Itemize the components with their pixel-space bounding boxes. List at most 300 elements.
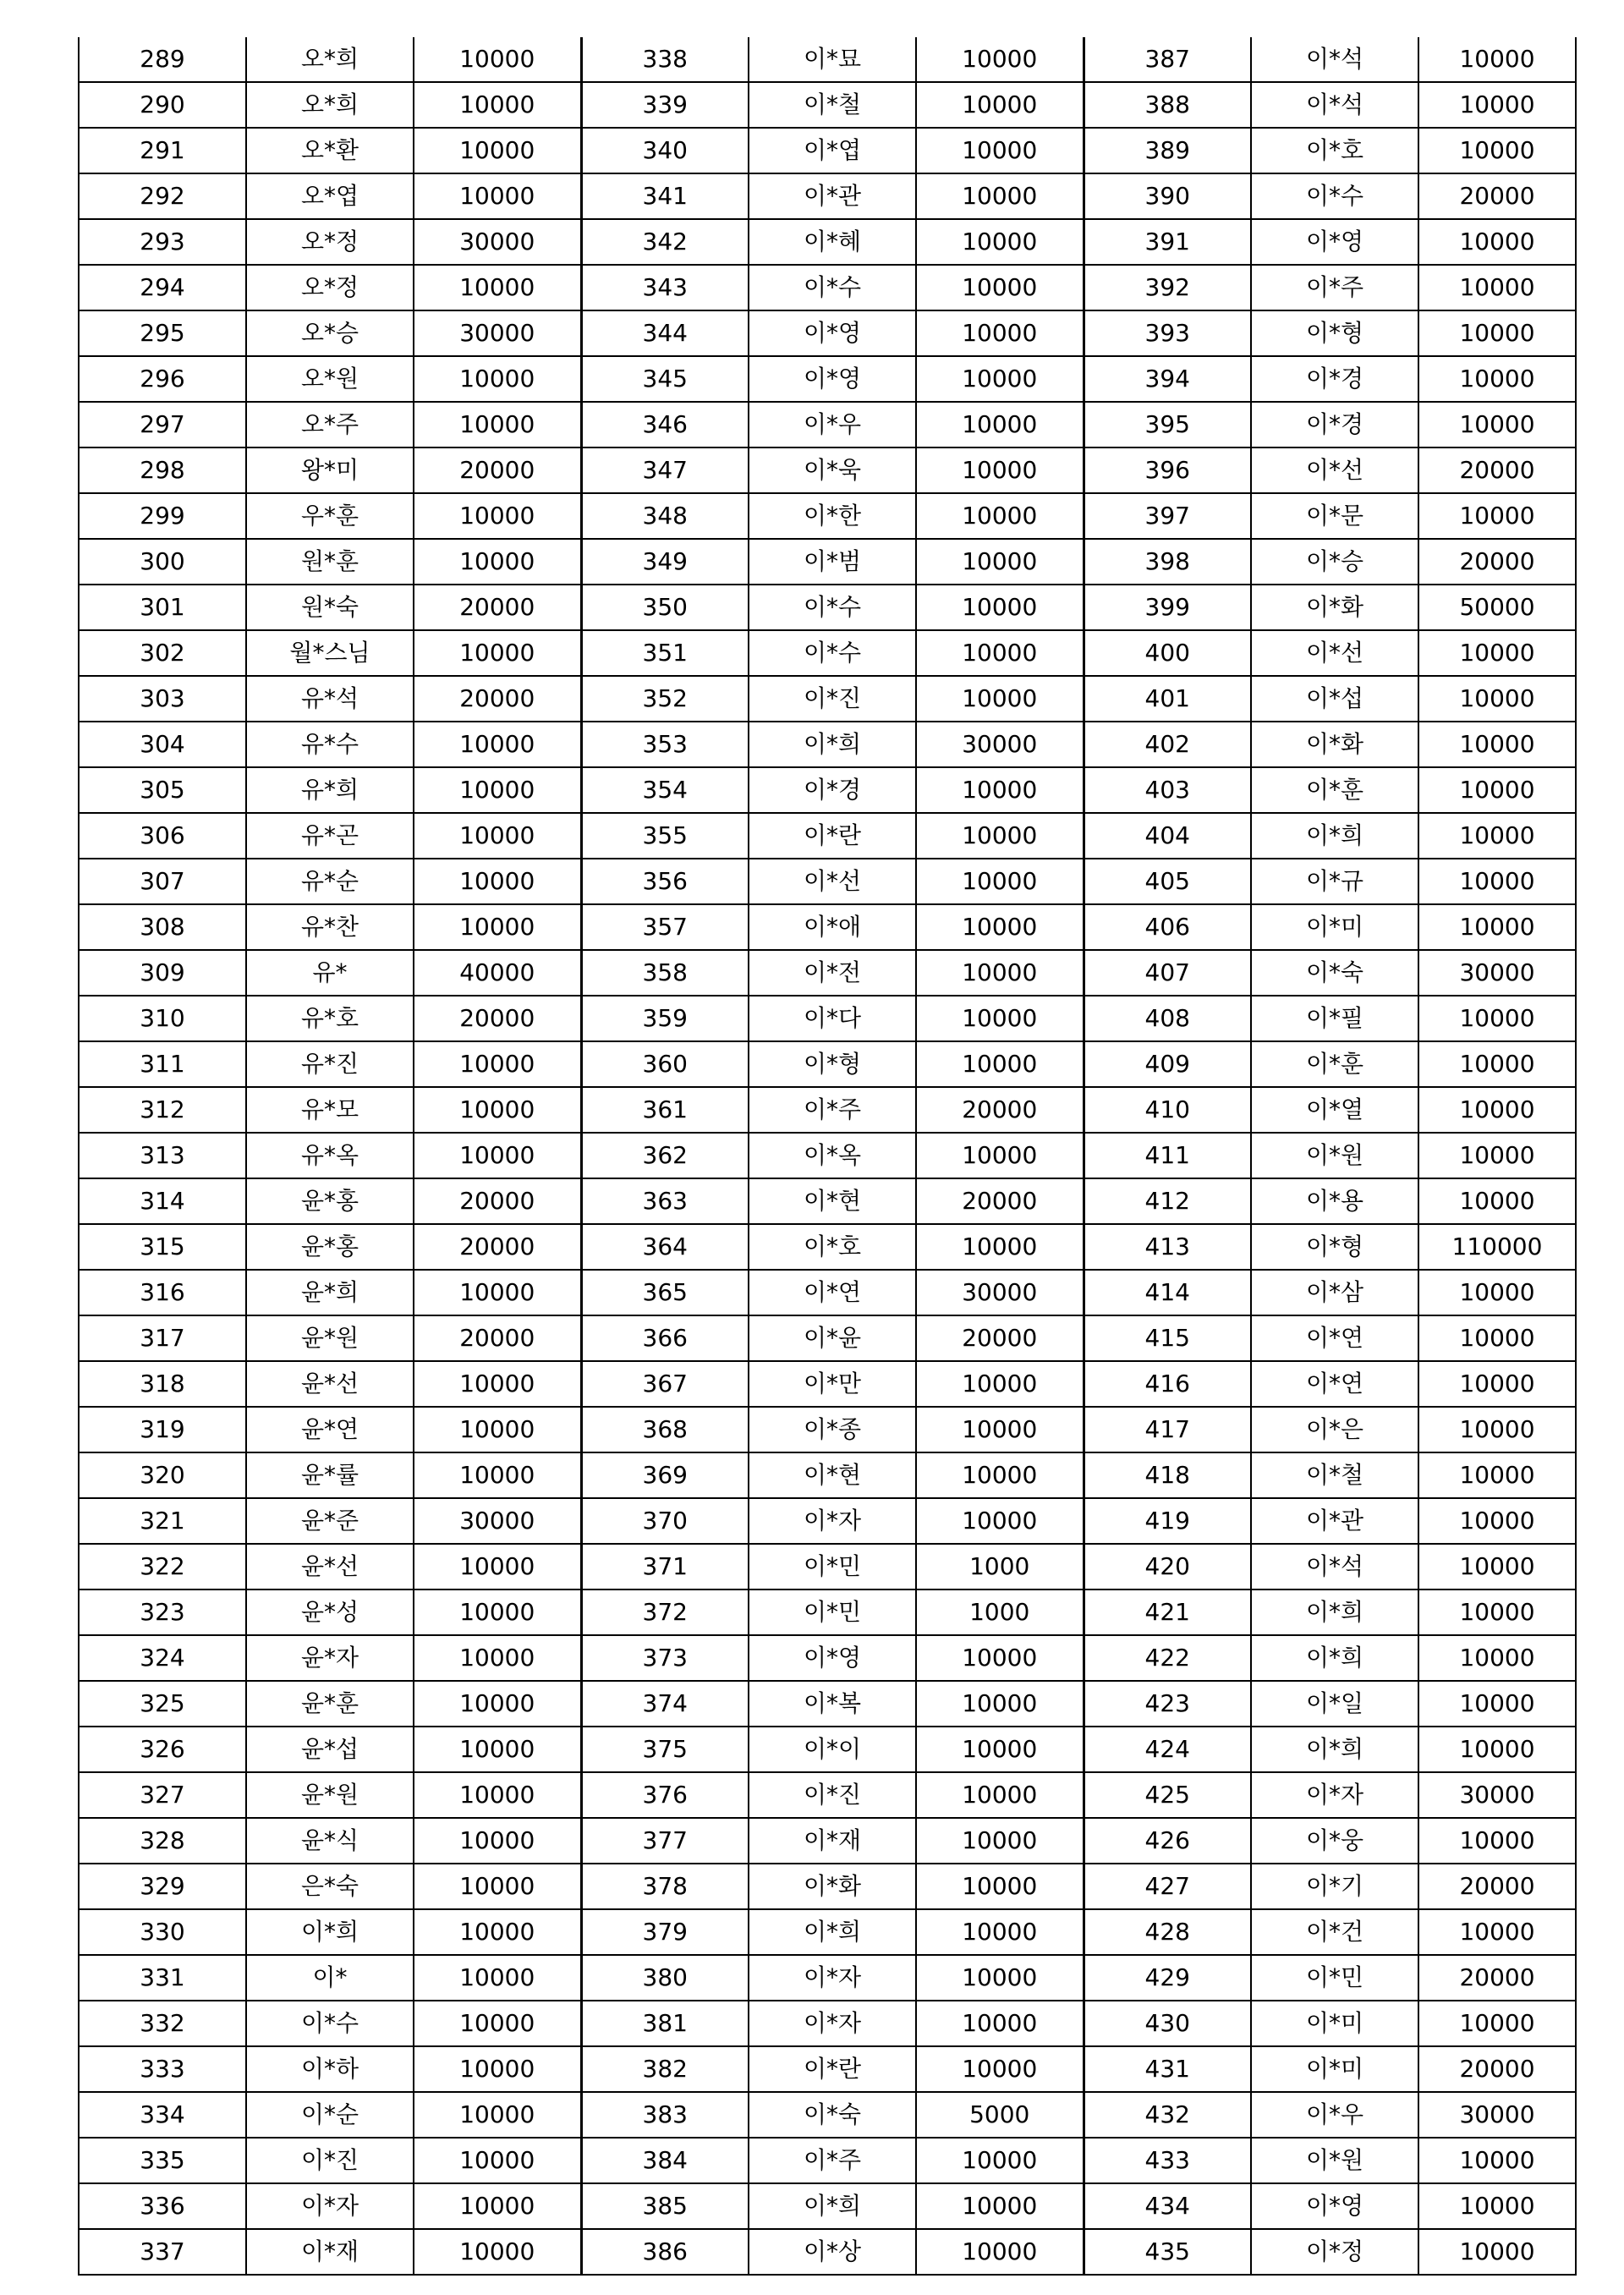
donation-amount-cell: 30000 <box>1418 950 1576 996</box>
donor-name-cell: 이*화 <box>1251 585 1418 630</box>
donor-number-cell: 320 <box>79 1452 246 1498</box>
donor-number-cell: 405 <box>1084 859 1251 904</box>
donation-amount-cell: 10000 <box>1418 1178 1576 1224</box>
table-row <box>79 219 1576 265</box>
donor-number-cell: 319 <box>79 1407 246 1452</box>
donor-name-cell: 유*수 <box>246 722 414 767</box>
donor-name-cell: 오*원 <box>246 356 414 402</box>
donor-name-cell: 유*곤 <box>246 813 414 859</box>
donor-name-cell: 오*승 <box>246 310 414 356</box>
donation-amount-cell: 10000 <box>414 493 581 539</box>
donation-amount-cell: 10000 <box>1418 996 1576 1041</box>
table-row <box>79 2229 1576 2275</box>
donor-name-cell: 윤*연 <box>246 1407 414 1452</box>
donation-amount-cell: 10000 <box>1418 310 1576 356</box>
donor-number-cell: 289 <box>79 37 246 82</box>
donation-amount-cell: 10000 <box>1418 2229 1576 2275</box>
donor-number-cell: 369 <box>581 1452 749 1498</box>
donor-number-cell: 385 <box>581 2183 749 2229</box>
donation-amount-cell: 10000 <box>916 1681 1084 1727</box>
table-row <box>79 539 1576 585</box>
donor-number-cell: 362 <box>581 1133 749 1178</box>
donor-number-cell: 318 <box>79 1361 246 1407</box>
donor-name-cell: 이*숙 <box>1251 950 1418 996</box>
donor-name-cell: 원*숙 <box>246 585 414 630</box>
donation-amount-cell: 10000 <box>1418 1635 1576 1681</box>
donor-name-cell: 이*경 <box>1251 356 1418 402</box>
donor-name-cell: 이*수 <box>749 585 916 630</box>
donor-number-cell: 305 <box>79 767 246 813</box>
donor-name-cell: 이*연 <box>749 1270 916 1315</box>
donor-number-cell: 386 <box>581 2229 749 2275</box>
donor-number-cell: 366 <box>581 1315 749 1361</box>
donor-name-cell: 이*복 <box>749 1681 916 1727</box>
donor-name-cell: 이*자 <box>749 1955 916 2001</box>
donor-number-cell: 390 <box>1084 173 1251 219</box>
donor-number-cell: 413 <box>1084 1224 1251 1270</box>
donation-amount-cell: 10000 <box>916 676 1084 722</box>
donation-amount-cell: 10000 <box>414 2138 581 2183</box>
donation-amount-cell: 10000 <box>414 813 581 859</box>
donor-name-cell: 이*희 <box>1251 1589 1418 1635</box>
donor-name-cell: 이*수 <box>246 2001 414 2046</box>
donation-amount-cell: 10000 <box>1418 356 1576 402</box>
donation-amount-cell: 20000 <box>1418 539 1576 585</box>
table-row <box>79 493 1576 539</box>
donor-number-cell: 411 <box>1084 1133 1251 1178</box>
donor-name-cell: 이*순 <box>246 2092 414 2138</box>
donor-name-cell: 이*묘 <box>749 37 916 82</box>
donation-amount-cell: 20000 <box>1418 173 1576 219</box>
donor-number-cell: 326 <box>79 1727 246 1772</box>
donor-name-cell: 이*란 <box>749 2046 916 2092</box>
table-row <box>79 2092 1576 2138</box>
table-row <box>79 1864 1576 1909</box>
donation-amount-cell: 10000 <box>1418 1498 1576 1544</box>
donation-amount-cell: 10000 <box>1418 767 1576 813</box>
donor-name-cell: 이*희 <box>749 722 916 767</box>
donation-amount-cell: 20000 <box>1418 1955 1576 2001</box>
donor-number-cell: 349 <box>581 539 749 585</box>
donor-name-cell: 이*미 <box>1251 2046 1418 2092</box>
donation-amount-cell: 10000 <box>1418 1133 1576 1178</box>
table-row <box>79 82 1576 128</box>
donation-amount-cell: 10000 <box>1418 1909 1576 1955</box>
donor-name-cell: 이*자 <box>246 2183 414 2229</box>
donor-name-cell: 이*재 <box>749 1818 916 1864</box>
donor-number-cell: 422 <box>1084 1635 1251 1681</box>
donation-amount-cell: 10000 <box>414 173 581 219</box>
donor-number-cell: 311 <box>79 1041 246 1087</box>
donor-number-cell: 419 <box>1084 1498 1251 1544</box>
donor-name-cell: 이*호 <box>749 1224 916 1270</box>
donation-amount-cell: 10000 <box>414 1270 581 1315</box>
donation-amount-cell: 10000 <box>1418 219 1576 265</box>
donor-name-cell: 이*희 <box>749 2183 916 2229</box>
donor-number-cell: 370 <box>581 1498 749 1544</box>
donor-name-cell: 이*열 <box>1251 1087 1418 1133</box>
donor-number-cell: 387 <box>1084 37 1251 82</box>
donor-number-cell: 332 <box>79 2001 246 2046</box>
donor-name-cell: 이*희 <box>1251 1727 1418 1772</box>
donor-name-cell: 이*자 <box>749 1498 916 1544</box>
donation-amount-cell: 10000 <box>414 1361 581 1407</box>
donation-amount-cell: 10000 <box>916 1955 1084 2001</box>
donor-name-cell: 유*옥 <box>246 1133 414 1178</box>
donation-amount-cell: 20000 <box>414 1178 581 1224</box>
table-row <box>79 630 1576 676</box>
donation-amount-cell: 10000 <box>916 1498 1084 1544</box>
donor-number-cell: 355 <box>581 813 749 859</box>
donation-amount-cell: 10000 <box>916 2138 1084 2183</box>
donor-name-cell: 이*석 <box>1251 82 1418 128</box>
donation-amount-cell: 10000 <box>916 356 1084 402</box>
table-row <box>79 1681 1576 1727</box>
donor-number-cell: 431 <box>1084 2046 1251 2092</box>
table-row <box>79 722 1576 767</box>
donor-number-cell: 312 <box>79 1087 246 1133</box>
donor-number-cell: 395 <box>1084 402 1251 447</box>
donor-number-cell: 299 <box>79 493 246 539</box>
donation-amount-cell: 10000 <box>414 1772 581 1818</box>
table-row <box>79 447 1576 493</box>
donor-number-cell: 329 <box>79 1864 246 1909</box>
donor-name-cell: 이*우 <box>749 402 916 447</box>
donor-number-cell: 300 <box>79 539 246 585</box>
donor-number-cell: 371 <box>581 1544 749 1589</box>
donor-name-cell: 이*이 <box>749 1727 916 1772</box>
donor-name-cell: 이*현 <box>749 1178 916 1224</box>
donor-number-cell: 435 <box>1084 2229 1251 2275</box>
table-row <box>79 1087 1576 1133</box>
donor-number-cell: 307 <box>79 859 246 904</box>
donor-number-cell: 404 <box>1084 813 1251 859</box>
donation-amount-cell: 10000 <box>1418 1818 1576 1864</box>
donation-amount-cell: 30000 <box>414 310 581 356</box>
donor-number-cell: 352 <box>581 676 749 722</box>
donor-number-cell: 324 <box>79 1635 246 1681</box>
donor-number-cell: 363 <box>581 1178 749 1224</box>
donor-name-cell: 이*훈 <box>1251 1041 1418 1087</box>
donor-number-cell: 394 <box>1084 356 1251 402</box>
donor-number-cell: 409 <box>1084 1041 1251 1087</box>
donor-number-cell: 407 <box>1084 950 1251 996</box>
donor-name-cell: 이*재 <box>246 2229 414 2275</box>
donation-amount-cell: 10000 <box>414 402 581 447</box>
donor-name-cell: 은*숙 <box>246 1864 414 1909</box>
donor-name-cell: 이*영 <box>1251 219 1418 265</box>
donor-number-cell: 421 <box>1084 1589 1251 1635</box>
table-row <box>79 904 1576 950</box>
donor-number-cell: 416 <box>1084 1361 1251 1407</box>
donation-amount-cell: 10000 <box>414 2001 581 2046</box>
donor-number-cell: 391 <box>1084 219 1251 265</box>
donor-number-cell: 294 <box>79 265 246 310</box>
donor-number-cell: 339 <box>581 82 749 128</box>
donor-name-cell: 이*형 <box>1251 310 1418 356</box>
donor-number-cell: 338 <box>581 37 749 82</box>
donor-table <box>78 37 1577 2276</box>
donation-amount-cell: 10000 <box>916 1864 1084 1909</box>
donor-name-cell: 윤*성 <box>246 1589 414 1635</box>
donor-number-cell: 334 <box>79 2092 246 2138</box>
donor-number-cell: 350 <box>581 585 749 630</box>
donor-name-cell: 유*진 <box>246 1041 414 1087</box>
donation-amount-cell: 50000 <box>1418 585 1576 630</box>
donor-name-cell: 이*원 <box>1251 2138 1418 2183</box>
donor-name-cell: 이*삼 <box>1251 1270 1418 1315</box>
donor-name-cell: 이*미 <box>1251 904 1418 950</box>
donor-number-cell: 401 <box>1084 676 1251 722</box>
donation-amount-cell: 10000 <box>414 356 581 402</box>
donor-name-cell: 오*환 <box>246 128 414 173</box>
donation-amount-cell: 10000 <box>1418 859 1576 904</box>
donor-number-cell: 360 <box>581 1041 749 1087</box>
donor-name-cell: 유*석 <box>246 676 414 722</box>
donor-number-cell: 359 <box>581 996 749 1041</box>
donor-name-cell: 이*진 <box>246 2138 414 2183</box>
donation-amount-cell: 10000 <box>1418 2138 1576 2183</box>
donation-amount-cell: 10000 <box>916 310 1084 356</box>
donation-amount-cell: 10000 <box>916 1407 1084 1452</box>
donation-amount-cell: 10000 <box>1418 1041 1576 1087</box>
donor-name-cell: 이*혜 <box>749 219 916 265</box>
donor-name-cell: 윤*섭 <box>246 1727 414 1772</box>
table-row <box>79 1727 1576 1772</box>
donor-number-cell: 388 <box>1084 82 1251 128</box>
donor-number-cell: 354 <box>581 767 749 813</box>
table-row <box>79 173 1576 219</box>
donation-amount-cell: 110000 <box>1418 1224 1576 1270</box>
donor-number-cell: 408 <box>1084 996 1251 1041</box>
donor-name-cell: 윤*원 <box>246 1772 414 1818</box>
donation-amount-cell: 10000 <box>414 37 581 82</box>
donation-amount-cell: 10000 <box>414 2183 581 2229</box>
donor-number-cell: 410 <box>1084 1087 1251 1133</box>
donation-amount-cell: 10000 <box>414 1818 581 1864</box>
table-row <box>79 1361 1576 1407</box>
donor-name-cell: 유*모 <box>246 1087 414 1133</box>
donor-name-cell: 유*희 <box>246 767 414 813</box>
donor-number-cell: 347 <box>581 447 749 493</box>
donor-name-cell: 이*수 <box>749 630 916 676</box>
donor-name-cell: 이*한 <box>749 493 916 539</box>
table-row <box>79 996 1576 1041</box>
donor-number-cell: 378 <box>581 1864 749 1909</box>
donor-name-cell: 이*민 <box>1251 1955 1418 2001</box>
table-row <box>79 1772 1576 1818</box>
donor-number-cell: 423 <box>1084 1681 1251 1727</box>
donor-number-cell: 361 <box>581 1087 749 1133</box>
donor-name-cell: 이*형 <box>1251 1224 1418 1270</box>
donor-number-cell: 424 <box>1084 1727 1251 1772</box>
donation-amount-cell: 10000 <box>414 1635 581 1681</box>
donor-number-cell: 427 <box>1084 1864 1251 1909</box>
donation-amount-cell: 20000 <box>414 1224 581 1270</box>
donor-number-cell: 379 <box>581 1909 749 1955</box>
donor-name-cell: 이*규 <box>1251 859 1418 904</box>
donation-amount-cell: 10000 <box>414 1133 581 1178</box>
donor-name-cell: 이*자 <box>1251 1772 1418 1818</box>
donor-name-cell: 이*은 <box>1251 1407 1418 1452</box>
donor-name-cell: 이*상 <box>749 2229 916 2275</box>
donor-number-cell: 348 <box>581 493 749 539</box>
donor-number-cell: 367 <box>581 1361 749 1407</box>
donor-number-cell: 296 <box>79 356 246 402</box>
table-row <box>79 1407 1576 1452</box>
donation-amount-cell: 10000 <box>1418 1270 1576 1315</box>
donor-number-cell: 315 <box>79 1224 246 1270</box>
donation-amount-cell: 10000 <box>414 1452 581 1498</box>
donor-number-cell: 374 <box>581 1681 749 1727</box>
donor-number-cell: 333 <box>79 2046 246 2092</box>
donor-name-cell: 이*문 <box>1251 493 1418 539</box>
donor-number-cell: 420 <box>1084 1544 1251 1589</box>
donor-number-cell: 345 <box>581 356 749 402</box>
table-row <box>79 1909 1576 1955</box>
donation-amount-cell: 10000 <box>916 813 1084 859</box>
donation-amount-cell: 5000 <box>916 2092 1084 2138</box>
table-row <box>79 1635 1576 1681</box>
donor-number-cell: 368 <box>581 1407 749 1452</box>
donor-name-cell: 윤*선 <box>246 1544 414 1589</box>
donor-name-cell: 이*건 <box>1251 1909 1418 1955</box>
donor-number-cell: 384 <box>581 2138 749 2183</box>
donation-amount-cell: 1000 <box>916 1589 1084 1635</box>
donor-name-cell: 이*영 <box>749 356 916 402</box>
donor-name-cell: 이*하 <box>246 2046 414 2092</box>
donation-amount-cell: 10000 <box>414 2092 581 2138</box>
donor-number-cell: 290 <box>79 82 246 128</box>
donation-amount-cell: 30000 <box>1418 2092 1576 2138</box>
donation-amount-cell: 10000 <box>1418 82 1576 128</box>
table-row <box>79 585 1576 630</box>
donor-number-cell: 297 <box>79 402 246 447</box>
donor-number-cell: 309 <box>79 950 246 996</box>
donation-amount-cell: 10000 <box>1418 813 1576 859</box>
donation-amount-cell: 20000 <box>916 1087 1084 1133</box>
donation-amount-cell: 10000 <box>1418 1681 1576 1727</box>
donor-name-cell: 이*선 <box>1251 447 1418 493</box>
donor-name-cell: 오*희 <box>246 82 414 128</box>
donation-amount-cell: 10000 <box>414 1909 581 1955</box>
donation-amount-cell: 10000 <box>414 1544 581 1589</box>
donation-amount-cell: 20000 <box>414 676 581 722</box>
donor-number-cell: 400 <box>1084 630 1251 676</box>
donor-number-cell: 325 <box>79 1681 246 1727</box>
donor-name-cell: 이*희 <box>246 1909 414 1955</box>
donor-number-cell: 306 <box>79 813 246 859</box>
donor-number-cell: 321 <box>79 1498 246 1544</box>
donor-number-cell: 397 <box>1084 493 1251 539</box>
donor-number-cell: 425 <box>1084 1772 1251 1818</box>
donor-name-cell: 이*경 <box>1251 402 1418 447</box>
donor-name-cell: 이*석 <box>1251 1544 1418 1589</box>
donation-amount-cell: 10000 <box>916 128 1084 173</box>
donation-amount-cell: 10000 <box>916 1772 1084 1818</box>
donor-name-cell: 윤*식 <box>246 1818 414 1864</box>
donation-amount-cell: 10000 <box>414 1681 581 1727</box>
donor-name-cell: 이*자 <box>749 2001 916 2046</box>
donor-number-cell: 402 <box>1084 722 1251 767</box>
donation-amount-cell: 10000 <box>1418 37 1576 82</box>
donor-number-cell: 344 <box>581 310 749 356</box>
donor-name-cell: 이*관 <box>1251 1498 1418 1544</box>
donor-name-cell: 윤*준 <box>246 1498 414 1544</box>
donor-name-cell: 윤*선 <box>246 1361 414 1407</box>
donor-name-cell: 이*주 <box>749 1087 916 1133</box>
donor-name-cell: 유*호 <box>246 996 414 1041</box>
table-row <box>79 356 1576 402</box>
donor-number-cell: 412 <box>1084 1178 1251 1224</box>
donor-number-cell: 377 <box>581 1818 749 1864</box>
donor-number-cell: 398 <box>1084 539 1251 585</box>
donation-amount-cell: 10000 <box>916 2001 1084 2046</box>
donation-amount-cell: 10000 <box>414 2229 581 2275</box>
donor-number-cell: 336 <box>79 2183 246 2229</box>
donor-name-cell: 윤*률 <box>246 1452 414 1498</box>
donor-name-cell: 유* <box>246 950 414 996</box>
table-row <box>79 813 1576 859</box>
donor-name-cell: 오*정 <box>246 219 414 265</box>
donation-amount-cell: 10000 <box>414 630 581 676</box>
donor-name-cell: 이*섭 <box>1251 676 1418 722</box>
donor-name-cell: 유*순 <box>246 859 414 904</box>
table-row <box>79 1498 1576 1544</box>
donation-amount-cell: 10000 <box>414 1041 581 1087</box>
donor-name-cell: 이*민 <box>749 1589 916 1635</box>
donor-name-cell: 이*수 <box>1251 173 1418 219</box>
donor-number-cell: 382 <box>581 2046 749 2092</box>
donation-amount-cell: 10000 <box>414 1727 581 1772</box>
donation-amount-cell: 30000 <box>414 219 581 265</box>
donor-number-cell: 376 <box>581 1772 749 1818</box>
donor-name-cell: 이*호 <box>1251 128 1418 173</box>
donor-number-cell: 353 <box>581 722 749 767</box>
donation-amount-cell: 10000 <box>1418 1589 1576 1635</box>
table-row <box>79 2001 1576 2046</box>
donation-amount-cell: 30000 <box>916 1270 1084 1315</box>
donor-name-cell: 이*필 <box>1251 996 1418 1041</box>
donor-number-cell: 383 <box>581 2092 749 2138</box>
donor-number-cell: 433 <box>1084 2138 1251 2183</box>
donation-amount-cell: 10000 <box>916 219 1084 265</box>
donation-amount-cell: 10000 <box>1418 2183 1576 2229</box>
donation-amount-cell: 10000 <box>916 2229 1084 2275</box>
donor-name-cell: 이*훈 <box>1251 767 1418 813</box>
table-row <box>79 310 1576 356</box>
donation-amount-cell: 10000 <box>1418 676 1576 722</box>
donation-amount-cell: 20000 <box>916 1315 1084 1361</box>
donor-number-cell: 403 <box>1084 767 1251 813</box>
donor-number-cell: 308 <box>79 904 246 950</box>
donation-amount-cell: 10000 <box>414 722 581 767</box>
donation-amount-cell: 10000 <box>414 767 581 813</box>
donation-amount-cell: 10000 <box>1418 1452 1576 1498</box>
donor-name-cell: 윤*자 <box>246 1635 414 1681</box>
donation-amount-cell: 10000 <box>916 402 1084 447</box>
donor-number-cell: 380 <box>581 1955 749 2001</box>
donor-name-cell: 이*희 <box>1251 1635 1418 1681</box>
donation-amount-cell: 10000 <box>916 1818 1084 1864</box>
donation-amount-cell: 10000 <box>916 1224 1084 1270</box>
donor-name-cell: 이*영 <box>1251 2183 1418 2229</box>
donor-number-cell: 399 <box>1084 585 1251 630</box>
donation-amount-cell: 20000 <box>414 1315 581 1361</box>
donation-amount-cell: 10000 <box>916 1452 1084 1498</box>
donor-name-cell: 이*용 <box>1251 1178 1418 1224</box>
donor-name-cell: 이*욱 <box>749 447 916 493</box>
